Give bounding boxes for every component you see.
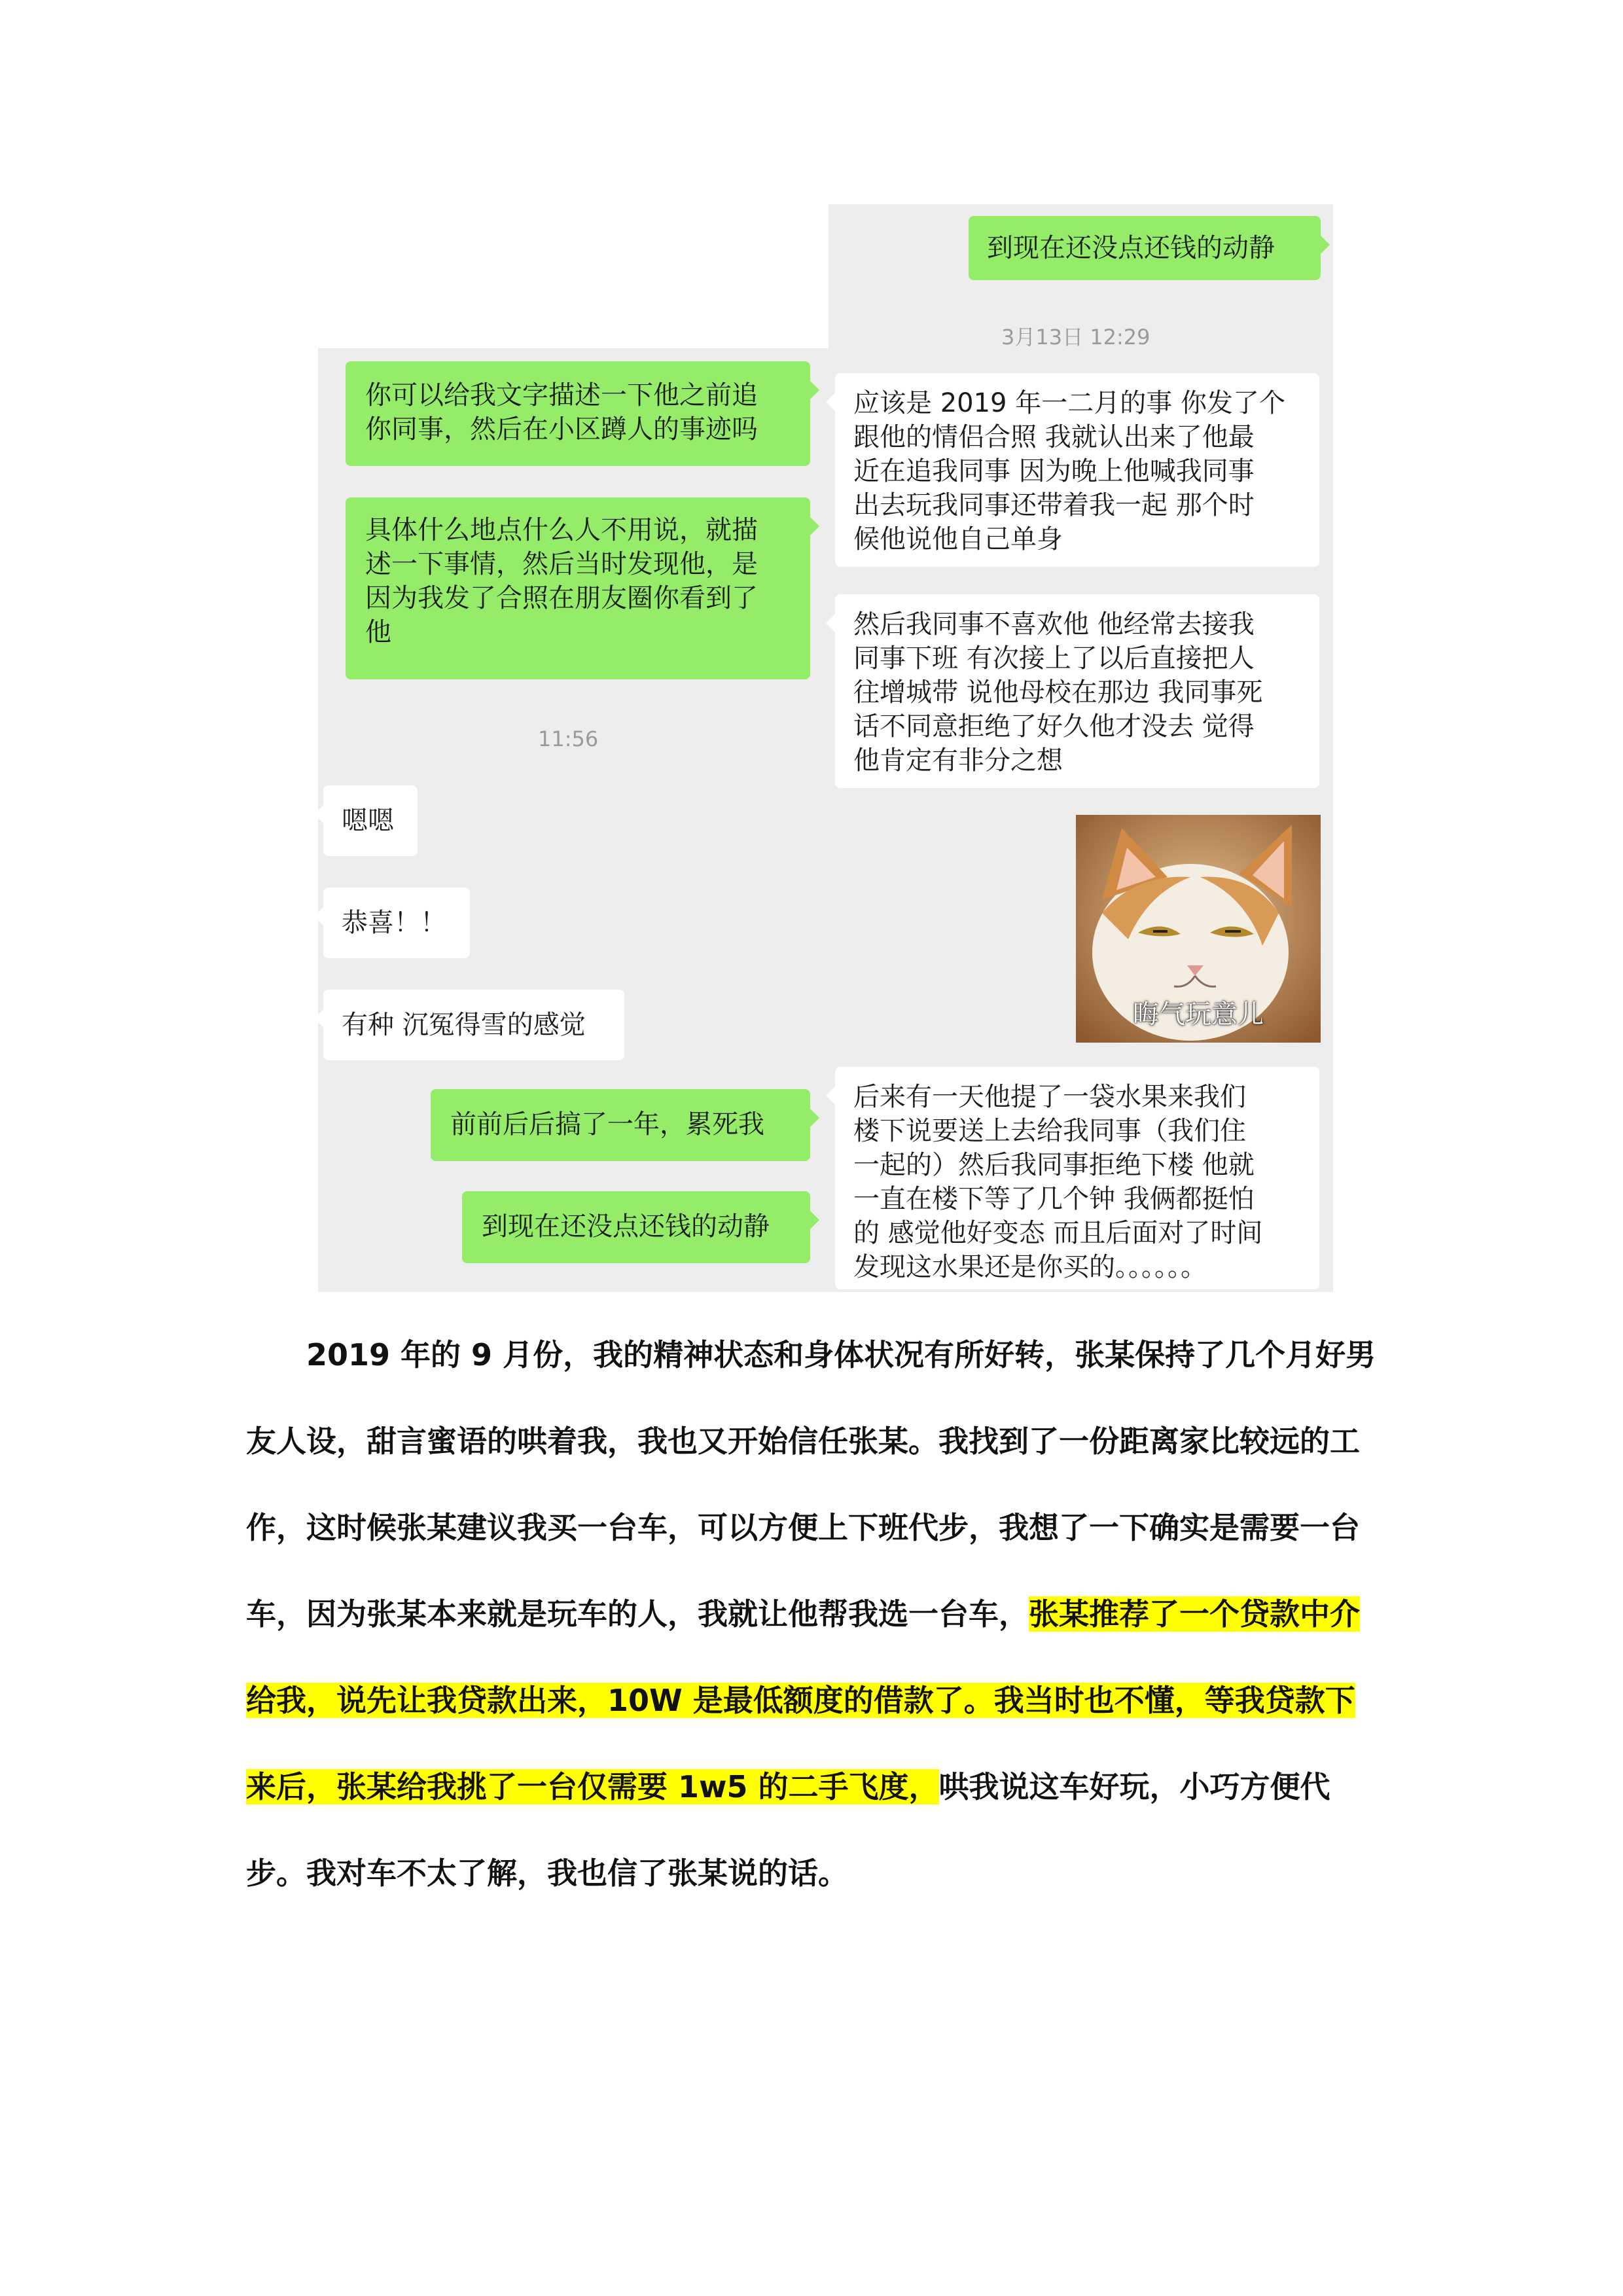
timestamp: 11:56	[538, 726, 599, 751]
message-outgoing: 到现在还没点还钱的动静	[462, 1191, 810, 1263]
message-incoming: 嗯嗯	[323, 785, 418, 856]
body-paragraph	[246, 1312, 1378, 1916]
message-outgoing: 前前后后搞了一年，累死我	[431, 1089, 810, 1161]
message-incoming: 然后我同事不喜欢他 他经常去接我 同事下班 有次接上了以后直接把人 往增城带 说他母校在那边 我同事死 话不同意拒绝了好久他才没去 觉得 他肯定有非分之想	[835, 594, 1319, 788]
message-incoming: 后来有一天他提了一袋水果来我们 楼下说要送上去给我同事（我们住 一起的）然后我同事拒绝下楼 他就 一直在楼下等了几个钟 我俩都挺怕 的 感觉他好变态 而且后面对了时间 发现这水果还是你买的。。。。。。	[835, 1067, 1319, 1289]
sticker-caption: 晦气玩意儿	[1133, 999, 1264, 1030]
message-incoming: 应该是 2019 年一二月的事 你发了个 跟他的情侣合照 我就认出来了他最 近在追我同事 因为晚上他喊我同事 出去玩我同事还带着我一起 那个时 候他说他自己单身	[835, 373, 1319, 567]
timestamp: 3月13日 12:29	[1001, 325, 1150, 350]
message-outgoing: 到现在还没点还钱的动静	[969, 216, 1321, 280]
cat-sticker-image	[1076, 815, 1321, 1043]
message-incoming: 有种 沉冤得雪的感觉	[323, 990, 624, 1060]
message-outgoing: 你可以给我文字描述一下他之前追 你同事，然后在小区蹲人的事迹吗	[346, 361, 810, 466]
highlighted-text: 张某推荐了一个贷款中介给我，说先让我贷款出来，10W 是最低额度的借款了。我当时也不懂，等我贷款下来后，张某给我挑了一台仅需要 1w5 的二手飞度，	[246, 1596, 1360, 1804]
paragraph-text: 哄我说这车好玩，小巧方便代步。我对车不太了解，我也信了张某说的话。	[246, 1769, 1330, 1891]
message-outgoing: 具体什么地点什么人不用说，就描 述一下事情，然后当时发现他，是 因为我发了合照在朋友圈你看到了 他	[346, 497, 810, 679]
message-incoming: 恭喜！！	[323, 888, 470, 958]
paragraph-text: 2019 年的 9 月份，我的精神状态和身体状况有所好转，张某保持了几个月好男友人设，甜言蜜语的哄着我，我也又开始信任张某。我找到了一份距离家比较远的工作，这时候张某建议我买一台车，可以方便上下班代步，我想了一下确实是需要一台车，因为张某本来就是玩车的人，我就让他帮我选一台车，	[246, 1337, 1376, 1632]
